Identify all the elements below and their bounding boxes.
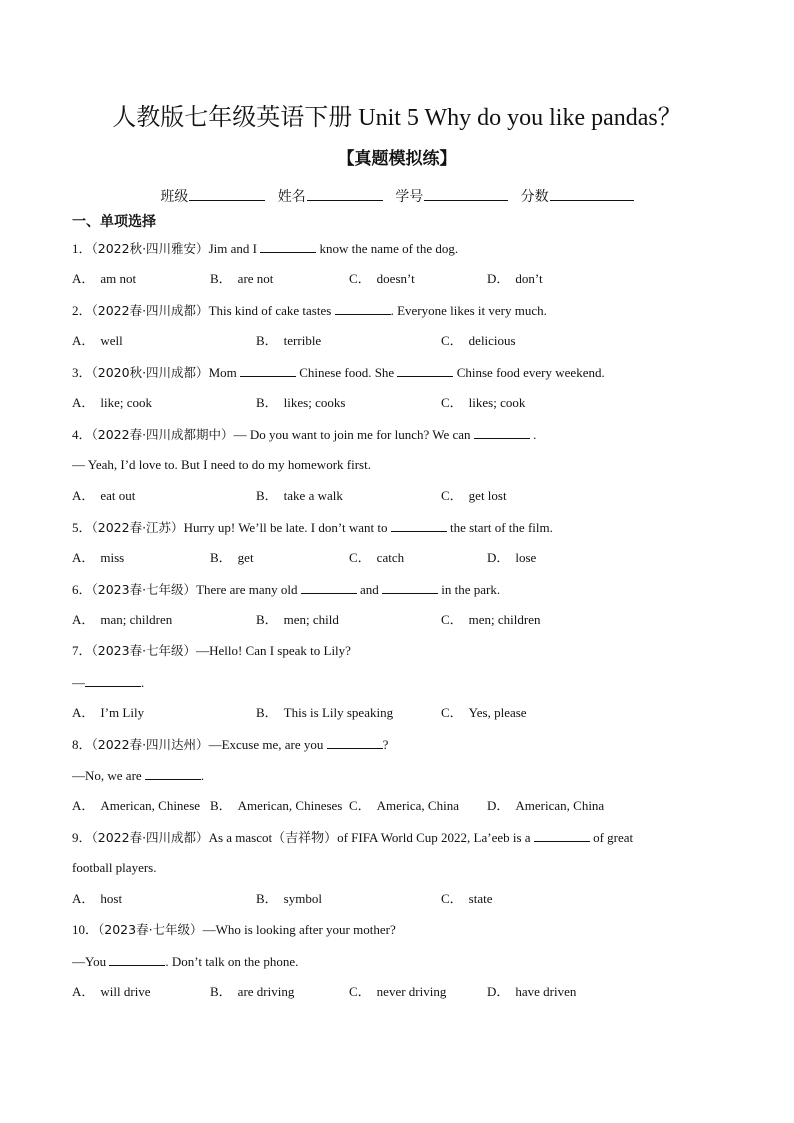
question-text: ?: [382, 737, 389, 752]
option-letter: C．: [441, 705, 463, 720]
option-text: don’t: [515, 271, 543, 286]
option-letter: D．: [487, 984, 510, 999]
answer-option-d[interactable]: [487, 796, 604, 816]
answer-option-a[interactable]: [72, 548, 124, 568]
option-letter: D．: [487, 271, 510, 286]
question-text: . Don’t talk on the phone.: [165, 954, 299, 969]
answer-option-c[interactable]: [441, 393, 525, 413]
option-text: likes; cook: [468, 395, 526, 410]
name-label: 姓名: [277, 189, 306, 205]
question-text: .: [141, 675, 145, 690]
option-letter: B．: [210, 550, 232, 565]
score-label: 分数: [520, 189, 549, 205]
answer-blank[interactable]: [85, 672, 141, 687]
name-blank[interactable]: [307, 184, 383, 201]
answer-option-a[interactable]: [72, 703, 144, 723]
answer-option-b[interactable]: [256, 393, 345, 413]
score-field: [521, 189, 634, 205]
number-field: [395, 189, 512, 205]
question-number: 10．: [72, 922, 99, 937]
question-line: [72, 827, 633, 848]
option-text: This is Lily speaking: [283, 705, 394, 720]
class-label: 班级: [160, 189, 189, 205]
option-text: well: [100, 333, 123, 348]
option-text: likes; cooks: [283, 395, 346, 410]
name-field: [278, 189, 387, 205]
answer-option-b[interactable]: [256, 331, 321, 351]
question-number: 1．: [72, 241, 92, 256]
option-text: symbol: [283, 891, 322, 906]
answer-option-a[interactable]: [72, 269, 136, 289]
question-text: .: [200, 768, 205, 783]
question-source: （2022秋·四川雅安）: [91, 241, 209, 256]
question-line: [72, 920, 396, 940]
answer-blank[interactable]: [145, 765, 201, 780]
answer-option-d[interactable]: [487, 982, 576, 1002]
class-blank[interactable]: [189, 184, 265, 201]
option-text: get lost: [468, 488, 507, 503]
question-line: [72, 362, 605, 383]
question-number: 3．: [72, 365, 92, 380]
question-text: As a mascot（吉祥物）of FIFA World Cup 2022, La’eeb is a: [208, 830, 534, 845]
option-text: American, Chineses: [237, 798, 343, 813]
question-text: . Everyone likes it very much.: [390, 303, 547, 318]
question-text: —No, we are: [72, 768, 145, 783]
page-title: 人教版七年级英语下册 Unit 5 Why do you like pandas？: [112, 105, 682, 131]
answer-option-a[interactable]: [72, 331, 123, 351]
answer-option-a[interactable]: [72, 393, 152, 413]
option-letter: A．: [72, 705, 95, 720]
option-text: terrible: [283, 333, 322, 348]
question-text: —: [72, 675, 85, 690]
option-letter: C．: [349, 798, 371, 813]
student-info-row: [0, 184, 794, 208]
answer-blank[interactable]: [335, 300, 391, 315]
answer-blank[interactable]: [534, 827, 590, 842]
question-number: 8．: [72, 737, 92, 752]
option-letter: C．: [349, 984, 371, 999]
question-source: （2023春·七年级）: [98, 922, 203, 937]
option-text: state: [468, 891, 493, 906]
answer-blank[interactable]: [391, 517, 447, 532]
option-text: are driving: [237, 984, 295, 999]
question-text: Chinse food every weekend.: [453, 365, 605, 380]
answer-option-c[interactable]: [349, 982, 446, 1002]
question-line: [72, 300, 547, 321]
answer-option-c[interactable]: [441, 610, 541, 630]
option-letter: A．: [72, 488, 95, 503]
question-text: There are many old: [196, 582, 301, 597]
option-text: get: [237, 550, 254, 565]
question-source: （2022春·四川成都）: [91, 830, 209, 845]
option-text: lose: [515, 550, 537, 565]
option-text: are not: [237, 271, 274, 286]
answer-blank[interactable]: [301, 579, 357, 594]
option-letter: C．: [349, 550, 371, 565]
question-line: [72, 579, 500, 600]
question-text: in the park.: [438, 582, 501, 597]
answer-option-a[interactable]: [72, 610, 172, 630]
question-line: [72, 951, 298, 972]
question-number: 7．: [72, 643, 92, 658]
option-letter: C．: [441, 891, 463, 906]
option-letter: B．: [256, 333, 278, 348]
answer-option-b[interactable]: [256, 703, 393, 723]
answer-option-b[interactable]: [256, 610, 339, 630]
option-text: American, Chinese: [100, 798, 201, 813]
question-line: [72, 424, 536, 445]
option-text: America, China: [376, 798, 459, 813]
class-field: [160, 189, 269, 205]
option-letter: B．: [256, 395, 278, 410]
option-letter: D．: [487, 550, 510, 565]
answer-option-d[interactable]: [487, 548, 536, 568]
question-source: （2023春·七年级）: [91, 582, 197, 597]
option-letter: C．: [441, 488, 463, 503]
option-letter: C．: [441, 612, 463, 627]
answer-blank[interactable]: [109, 951, 165, 966]
question-number: 9．: [72, 830, 92, 845]
question-line: [72, 641, 351, 661]
question-number: 5．: [72, 520, 92, 535]
answer-option-b[interactable]: [256, 486, 343, 506]
question-line: [72, 765, 204, 786]
answer-option-a[interactable]: [72, 486, 135, 506]
answer-option-c[interactable]: [441, 486, 507, 506]
answer-option-b[interactable]: [210, 982, 294, 1002]
option-letter: A．: [72, 395, 95, 410]
question-text: —Excuse me, are you: [208, 737, 327, 752]
option-letter: B．: [210, 271, 232, 286]
answer-option-c[interactable]: [441, 331, 516, 351]
question-number: 4．: [72, 427, 92, 442]
question-line: [72, 455, 371, 475]
answer-option-d[interactable]: [487, 269, 543, 289]
question-text: — Do you want to join me for lunch? We can: [233, 427, 474, 442]
question-text: .: [529, 427, 537, 442]
question-line: [72, 517, 553, 538]
option-text: like; cook: [100, 395, 153, 410]
question-text: football players.: [72, 860, 157, 875]
answer-option-b[interactable]: [210, 796, 342, 816]
question-source: （2020秋·四川成都）: [91, 365, 209, 380]
question-text: — Yeah, I’d love to. But I need to do my homework first.: [72, 457, 371, 472]
option-letter: B．: [256, 612, 278, 627]
answer-option-b[interactable]: [210, 548, 254, 568]
option-text: catch: [376, 550, 405, 565]
option-letter: B．: [210, 984, 232, 999]
option-letter: A．: [72, 612, 95, 627]
option-letter: B．: [256, 488, 278, 503]
option-letter: A．: [72, 798, 95, 813]
option-letter: B．: [256, 891, 278, 906]
question-text: the start of the film.: [446, 520, 553, 535]
section-title: 一、单项选择: [72, 214, 156, 230]
question-text: Chinese food. She: [295, 365, 398, 380]
question-text: know the name of the dog.: [316, 241, 459, 256]
question-text: Mom: [208, 365, 240, 380]
question-line: [72, 858, 156, 878]
question-text: and: [356, 582, 383, 597]
question-number: 6．: [72, 582, 92, 597]
option-letter: B．: [210, 798, 232, 813]
option-text: I’m Lily: [100, 705, 145, 720]
answer-option-a[interactable]: [72, 889, 122, 909]
option-letter: C．: [441, 333, 463, 348]
question-line: [72, 238, 458, 259]
option-text: Yes, please: [468, 705, 527, 720]
answer-option-c[interactable]: [441, 889, 493, 909]
answer-option-a[interactable]: [72, 982, 151, 1002]
option-letter: C．: [441, 395, 463, 410]
page-subtitle: 【真题模拟练】: [337, 149, 457, 169]
option-letter: D．: [487, 798, 510, 813]
option-letter: A．: [72, 271, 95, 286]
number-label: 学号: [395, 189, 424, 205]
option-letter: B．: [256, 705, 278, 720]
answer-blank[interactable]: [397, 362, 453, 377]
question-line: [72, 672, 144, 693]
question-source: （2022春·江苏）: [91, 520, 184, 535]
option-letter: A．: [72, 984, 95, 999]
option-text: miss: [100, 550, 125, 565]
option-text: eat out: [100, 488, 136, 503]
option-letter: C．: [349, 271, 371, 286]
answer-blank[interactable]: [382, 579, 438, 594]
question-source: （2022春·四川达州）: [91, 737, 209, 752]
option-text: delicious: [468, 333, 516, 348]
answer-option-c[interactable]: [441, 703, 527, 723]
option-text: man; children: [100, 612, 173, 627]
answer-blank[interactable]: [474, 424, 530, 439]
answer-blank[interactable]: [240, 362, 296, 377]
number-blank[interactable]: [424, 184, 508, 201]
answer-option-b[interactable]: [256, 889, 322, 909]
question-text: —You: [72, 954, 110, 969]
question-source: （2022春·四川成都期中）: [91, 427, 234, 442]
question-line: [72, 734, 388, 755]
option-letter: A．: [72, 550, 95, 565]
question-text: of great: [589, 830, 634, 845]
score-blank[interactable]: [550, 184, 634, 201]
option-text: American, China: [515, 798, 605, 813]
option-text: host: [100, 891, 123, 906]
question-text: Jim and I: [208, 241, 261, 256]
answer-blank[interactable]: [327, 734, 383, 749]
option-text: men; child: [283, 612, 339, 627]
answer-option-b[interactable]: [210, 269, 273, 289]
question-text: —Who is looking after your mother?: [202, 922, 396, 937]
answer-option-a[interactable]: [72, 796, 200, 816]
option-text: take a walk: [283, 488, 343, 503]
question-source: （2023春·七年级）: [91, 643, 197, 658]
option-text: will drive: [100, 984, 151, 999]
question-text: This kind of cake tastes: [208, 303, 335, 318]
answer-option-c[interactable]: [349, 548, 404, 568]
answer-blank[interactable]: [260, 238, 316, 253]
option-text: never driving: [376, 984, 447, 999]
option-text: have driven: [515, 984, 577, 999]
option-letter: A．: [72, 891, 95, 906]
option-text: doesn’t: [376, 271, 415, 286]
option-letter: A．: [72, 333, 95, 348]
option-text: am not: [100, 271, 137, 286]
question-number: 2．: [72, 303, 92, 318]
option-text: men; children: [468, 612, 541, 627]
question-text: —Hello! Can I speak to Lily?: [196, 643, 351, 658]
question-source: （2022春·四川成都）: [91, 303, 209, 318]
answer-option-c[interactable]: [349, 269, 415, 289]
answer-option-c[interactable]: [349, 796, 459, 816]
question-text: Hurry up! We’ll be late. I don’t want to: [183, 520, 391, 535]
